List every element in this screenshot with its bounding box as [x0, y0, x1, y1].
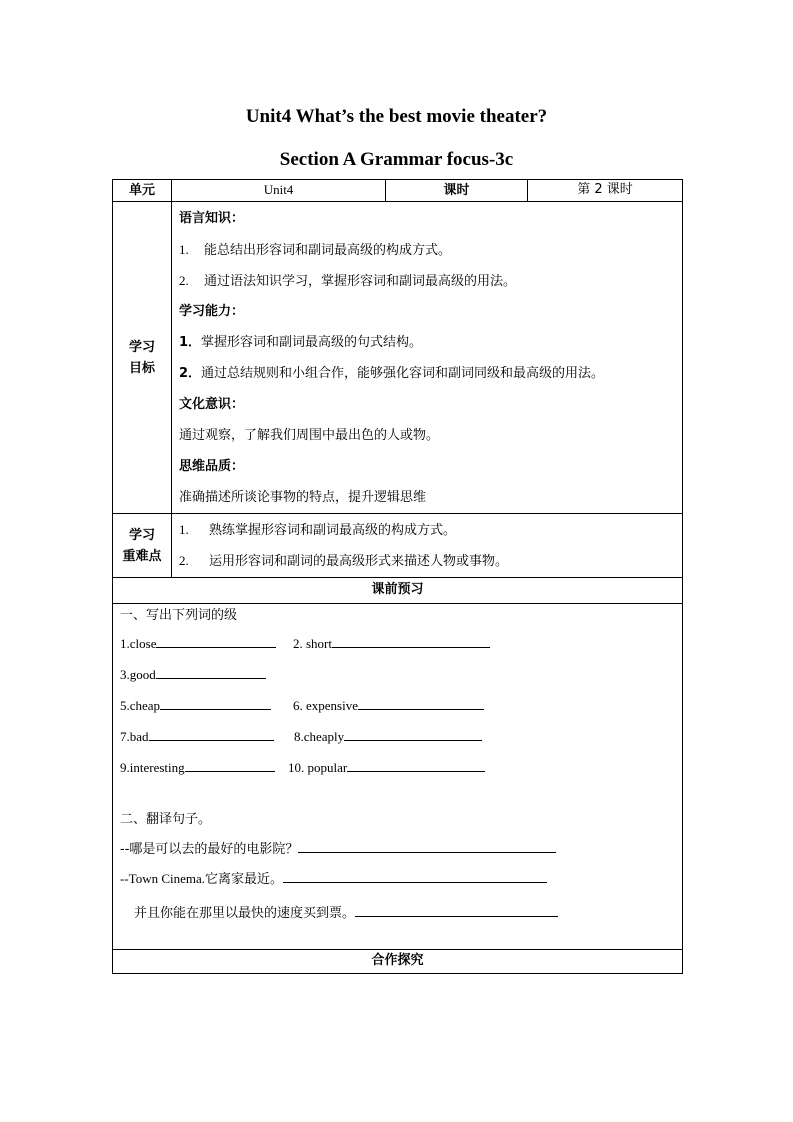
thinking-text: 准确描述所谈论事物的特点，提升逻辑思维 [179, 490, 427, 505]
cooperation-heading: 合作探究 [113, 950, 683, 974]
key-point-item: 2. 运用形容词和副词的最高级形式来描述人物或事物。 [179, 553, 509, 569]
part2-title: 二、翻译句子。 [120, 812, 212, 827]
objectives-label-line2: 目标 [128, 360, 155, 376]
key-point-item: 1. 熟练掌握形容词和副词最高级的构成方式。 [179, 522, 457, 538]
word-item: 5.cheap [120, 690, 271, 721]
ability-heading: 学习能力： [179, 304, 245, 319]
word-list [120, 628, 670, 783]
word-item: 2. short [293, 628, 490, 659]
word-item: 1.close [120, 628, 276, 659]
period-label: 课时 [386, 180, 528, 202]
objectives-label [113, 202, 172, 514]
objectives-label-line1: 学习 [128, 339, 155, 355]
knowledge-item: 2. 通过语法知识学习，掌握形容词和副词最高级的用法。 [179, 273, 517, 289]
word-item: 10. popular [288, 752, 485, 783]
word-row [120, 690, 670, 721]
knowledge-heading: 语言知识： [179, 211, 245, 226]
document-title: Unit4 What’s the best movie theater? [245, 106, 548, 127]
ability-item: 2．通过总结规则和小组合作，能够强化容词和副词同级和最高级的用法。 [179, 366, 605, 381]
sentence-2: --Town Cinema.它离家最近。 [120, 868, 547, 889]
thinking-heading: 思维品质： [179, 459, 245, 474]
period-value: 第 2 课时 [528, 180, 683, 202]
culture-text: 通过观察，了解我们周围中最出色的人或物。 [179, 428, 440, 443]
ability-item: 1．掌握形容词和副词最高级的句式结构。 [179, 335, 423, 350]
objectives-content [172, 202, 683, 514]
preview-content [113, 604, 683, 950]
word-item: 8.cheaply [294, 721, 482, 752]
knowledge-item: 1. 能总结出形容词和副词最高级的构成方式。 [179, 242, 452, 258]
unit-label: 单元 [113, 180, 172, 202]
word-item: 6. expensive [293, 690, 484, 721]
word-item: 9.interesting [120, 752, 275, 783]
key-points-content [172, 514, 683, 578]
word-row [120, 752, 670, 783]
unit-value: Unit4 [172, 180, 386, 202]
lesson-plan-table [112, 179, 683, 974]
word-item: 3.good [120, 659, 266, 690]
document-subtitle: Section A Grammar focus-3c [279, 149, 514, 170]
sentence-3: 并且你能在那里以最快的速度买到票。 [134, 902, 558, 923]
sentence-1: --哪是可以去的最好的电影院？ [120, 838, 556, 859]
part1-title: 一、写出下列词的级 [120, 608, 238, 623]
culture-heading: 文化意识： [179, 397, 245, 412]
word-row [120, 721, 670, 752]
word-row [120, 628, 670, 659]
preview-heading: 课前预习 [113, 578, 683, 604]
key-points-label-line1: 学习 [128, 527, 155, 543]
key-points-label-line2: 重难点 [122, 548, 162, 564]
word-item: 7.bad [120, 721, 274, 752]
word-row [120, 659, 670, 690]
key-points-label [113, 514, 172, 578]
